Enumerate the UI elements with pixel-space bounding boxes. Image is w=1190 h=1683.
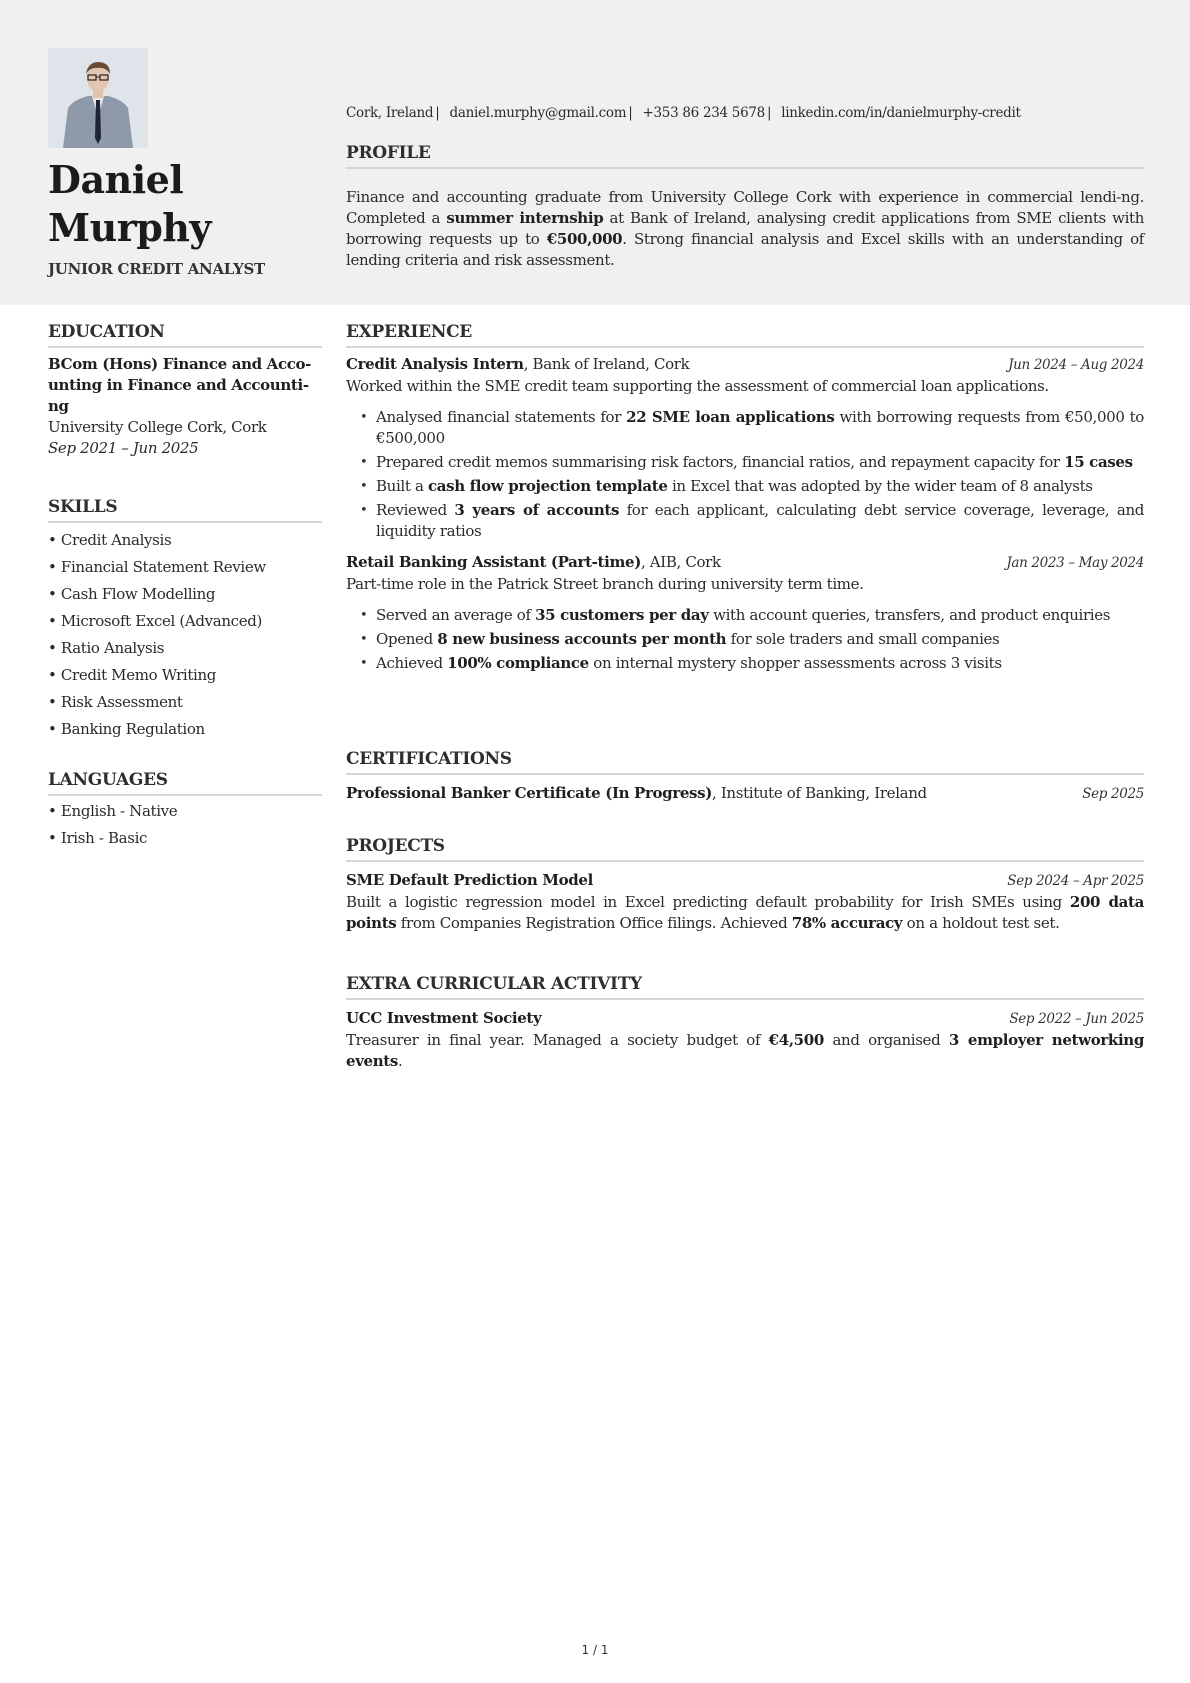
school: University College Cork, Cork [48,418,267,436]
bullet-item: • Analysed financial statements for 22 SME loan applications with borrowing requests from €50,000 to €500,000 [376,407,1144,449]
job-entry [346,354,1144,542]
profile-section [346,143,1144,271]
section-heading-languages: LANGUAGES [48,770,322,796]
job-summary: Part-time role in the Patrick Street branch during university term time. [346,575,864,593]
name-first: Daniel [48,157,184,202]
skill-item: • Microsoft Excel (Advanced) [48,612,262,630]
separator: | [766,105,772,121]
bullet-item: • Prepared credit memos summarising risk factors, financial ratios, and repayment capacity for 15 cases [376,452,1144,473]
extracurricular-section [346,974,1144,1072]
degree: BCom (Hons) Finance and Acco-unting in Finance and Accounti-ng [48,355,312,415]
job-role: Credit Analysis Intern [346,355,524,373]
activity-dates: Sep 2022 – Jun 2025 [1009,1011,1144,1027]
certifications-section [346,749,1144,805]
section-heading-education: EDUCATION [48,322,322,348]
skills-list [48,527,322,743]
project-header [346,870,1144,892]
activity-header [346,1008,1144,1030]
job-entry [346,552,1144,674]
language-item: • English - Native [48,802,178,820]
project-description: Built a logistic regression model in Excel predicting default probability for Irish SMEs using 200 data points from Companies Registration Office filings. Achieved 78% accuracy on a holdout test set. [346,893,1144,932]
bullet-item: • Opened 8 new business accounts per month for sole traders and small companies [376,629,1144,650]
bullet-item: • Served an average of 35 customers per day with account queries, transfers, and product enquiries [376,605,1144,626]
page-number: 1 / 1 [581,1643,609,1657]
contact-email[interactable]: daniel.murphy@gmail.com [449,105,627,121]
certification-name: Professional Banker Certificate (In Progress) [346,784,712,802]
bullet-item: • Reviewed 3 years of accounts for each applicant, calculating debt service coverage, leverage, and liquidity ratios [376,500,1144,542]
project-entry [346,870,1144,934]
job-bullets [376,605,1144,674]
job-bullets [376,407,1144,542]
job-role: Retail Banking Assistant (Part-time) [346,553,641,571]
profile-summary: Finance and accounting graduate from University College Cork with experience in commercial lendi-ng. Completed a summer internship at Bank of Ireland, analysing credit applications from SME clients with borrowing requests up to €500,000. Strong financial analysis and Excel skills with an understanding of lending criteria and risk assessment. [346,188,1145,269]
activity-name: UCC Investment Society [346,1009,542,1027]
skill-item: • Cash Flow Modelling [48,585,216,603]
job-org: , Bank of Ireland, Cork [523,355,690,373]
skill-item: • Financial Statement Review [48,558,266,576]
education-section [48,322,322,459]
languages-list [48,798,322,852]
job-title: JUNIOR CREDIT ANALYST [48,260,265,278]
education-entry [48,354,322,459]
job-dates: Jan 2023 – May 2024 [1006,555,1144,571]
experience-section [346,322,1144,677]
skill-item: • Ratio Analysis [48,639,165,657]
skill-item: • Credit Analysis [48,531,172,549]
section-heading-skills: SKILLS [48,497,322,523]
bullet-item: • Built a cash flow projection template in Excel that was adopted by the wider team of 8 analysts [376,476,1144,497]
separator: | [435,105,440,121]
activity-entry [346,1008,1144,1072]
job-summary: Worked within the SME credit team supporting the assessment of commercial loan applications. [346,377,1049,395]
job-org: , AIB, Cork [640,553,721,571]
name-last: Murphy [48,205,211,250]
education-dates: Sep 2021 – Jun 2025 [48,439,199,457]
job-header [346,354,1144,376]
section-heading-extracurricular: EXTRA CURRICULAR ACTIVITY [346,974,1144,1000]
section-heading-profile: PROFILE [346,143,1144,169]
skill-item: • Credit Memo Writing [48,666,217,684]
skill-item: • Risk Assessment [48,693,183,711]
projects-section [346,836,1144,934]
bullet-item: • Achieved 100% compliance on internal mystery shopper assessments across 3 visits [376,653,1144,674]
contact-phone: +353 86 234 5678 [642,105,765,121]
job-dates: Jun 2024 – Aug 2024 [1008,357,1144,373]
language-item: • Irish - Basic [48,829,148,847]
skills-section [48,497,322,743]
skill-item: • Banking Regulation [48,720,205,738]
job-header [346,552,1144,574]
section-heading-projects: PROJECTS [346,836,1144,862]
certification-date: Sep 2025 [1082,786,1144,802]
certification-org: , Institute of Banking, Ireland [712,784,927,802]
person-portrait-icon [48,48,148,148]
profile-photo [48,48,148,148]
contact-linkedin[interactable]: linkedin.com/in/danielmurphy-credit [781,105,1021,121]
section-heading-experience: EXPERIENCE [346,322,1144,348]
project-dates: Sep 2024 – Apr 2025 [1007,873,1144,889]
languages-section [48,770,322,852]
section-heading-certifications: CERTIFICATIONS [346,749,1144,775]
separator: | [628,105,633,121]
contact-location: Cork, Ireland [346,105,434,121]
certification-entry [346,783,1144,805]
candidate-name [48,156,328,252]
activity-description: Treasurer in final year. Managed a society budget of €4,500 and organised 3 employer networking events. [346,1031,1144,1070]
contact-line [346,105,1021,121]
project-name: SME Default Prediction Model [346,871,593,889]
